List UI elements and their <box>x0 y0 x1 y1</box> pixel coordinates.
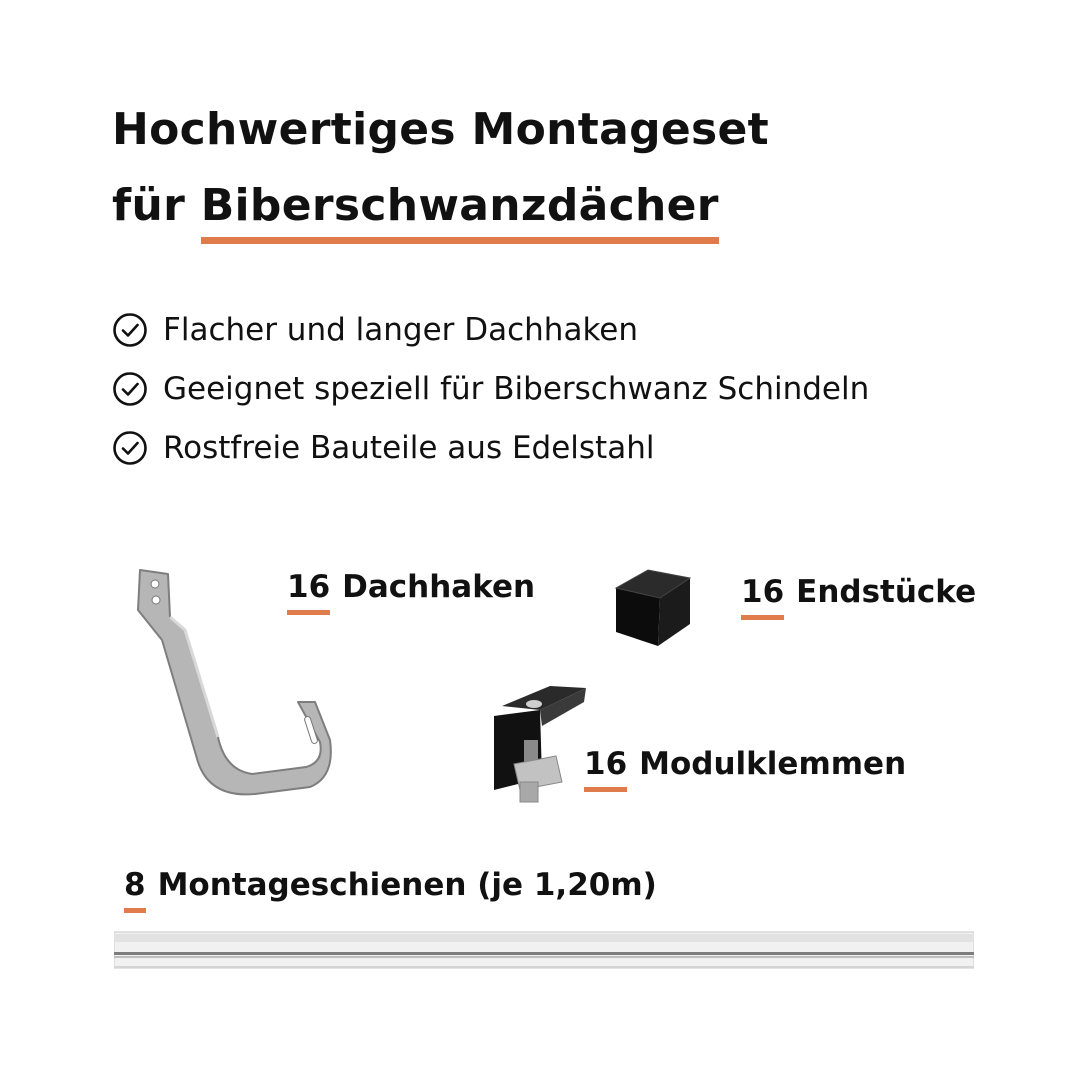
item-qty: 16 <box>741 574 785 610</box>
item-label: Montageschienen (je 1,20m) <box>157 867 657 903</box>
item-schienen <box>124 867 657 903</box>
headline-line-2 <box>112 180 719 231</box>
item-endstuecke <box>741 574 976 610</box>
item-label: Dachhaken <box>342 569 536 605</box>
end-cap-image <box>612 566 698 650</box>
check-circle-icon <box>112 430 148 466</box>
feature-item <box>112 371 869 407</box>
feature-text: Rostfreie Bauteile aus Edelstahl <box>163 430 655 466</box>
feature-item <box>112 312 638 348</box>
feature-text: Geeignet speziell für Biberschwanz Schindeln <box>163 371 870 407</box>
item-label: Endstücke <box>796 574 977 610</box>
headline-highlight: Biberschwanzdächer <box>200 180 719 231</box>
item-label: Modulklemmen <box>639 746 907 782</box>
check-circle-icon <box>112 371 148 407</box>
item-modulklemmen <box>584 746 906 782</box>
headline-line-1: Hochwertiges Montageset <box>112 104 769 155</box>
check-circle-icon <box>112 312 148 348</box>
feature-text: Flacher und langer Dachhaken <box>163 312 639 348</box>
item-qty: 16 <box>287 569 331 605</box>
item-qty: 8 <box>124 867 146 903</box>
item-dachhaken <box>287 569 535 605</box>
feature-item <box>112 430 654 466</box>
headline-prefix: für <box>112 180 186 231</box>
module-clamp-image <box>488 682 588 808</box>
item-qty: 16 <box>584 746 628 782</box>
mounting-rail-image <box>114 930 974 970</box>
